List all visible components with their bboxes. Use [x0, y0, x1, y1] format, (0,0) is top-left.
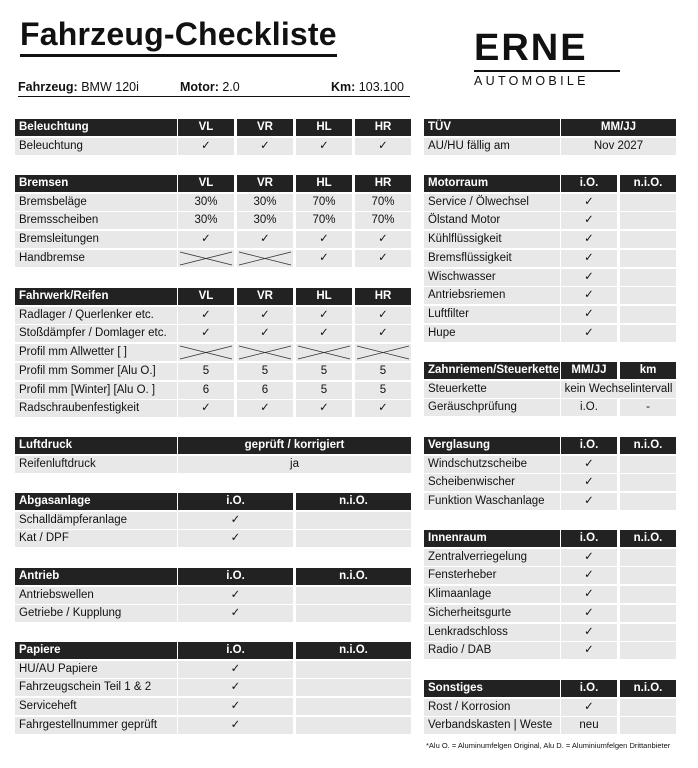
fahrwerk-cell-value: ✓ — [355, 325, 411, 342]
fahrwerk-section-title: Fahrwerk/Reifen — [15, 288, 177, 305]
innenraum-cell-value: ✓ — [561, 567, 617, 584]
motorraum-row-label: Service / Ölwechsel — [424, 194, 560, 212]
fahrwerk-cell-value: ✓ — [178, 325, 234, 342]
innenraum-cell-value: ✓ — [561, 605, 617, 622]
innenraum-row-label: Sicherheitsgurte — [424, 605, 560, 623]
motorraum-row-label: Luftfilter — [424, 306, 560, 324]
papiere-cell-value — [296, 679, 411, 696]
erne-logo — [474, 27, 622, 88]
innenraum-cell-value: ✓ — [561, 642, 617, 659]
beleuchtung-col-header: HL — [296, 119, 352, 136]
bremsen-cell-value: 70% — [296, 194, 352, 211]
bremsen-cell-na — [237, 250, 293, 267]
innenraum-cell-value — [620, 549, 676, 566]
motorraum-cell-value — [620, 231, 676, 248]
verglasung-row-label: Scheibenwischer — [424, 474, 560, 492]
verglasung-row-label: Windschutzscheibe — [424, 456, 560, 474]
beleuchtung-cell-value: ✓ — [178, 138, 234, 155]
verglasung-cell-value: ✓ — [561, 474, 617, 491]
abgas-row-label: Kat / DPF — [15, 530, 177, 548]
abgas-col-header: n.i.O. — [296, 493, 411, 510]
cross-out-icon — [178, 344, 234, 361]
papiere-col-header: n.i.O. — [296, 642, 411, 659]
papiere-col-header: i.O. — [178, 642, 293, 659]
motorraum-cell-value — [620, 269, 676, 286]
zahnriemen-section-title: Zahnriemen/Steuerkette — [424, 362, 560, 379]
luftdruck-col-header: geprüft / korrigiert — [178, 437, 411, 454]
fahrzeug-value: BMW 120i — [81, 80, 139, 94]
verglasung-col-header: n.i.O. — [620, 437, 676, 454]
beleuchtung-col-header: VL — [178, 119, 234, 136]
fahrwerk-cell-value: ✓ — [178, 307, 234, 324]
papiere-row-label: Serviceheft — [15, 698, 177, 716]
fahrwerk-col-header: VL — [178, 288, 234, 305]
beleuchtung-col-header: VR — [237, 119, 293, 136]
papiere-row-label: Fahrzeugschein Teil 1 & 2 — [15, 679, 177, 697]
luftdruck-cell-value: ja — [178, 456, 411, 473]
bremsen-row-label: Bremsscheiben — [15, 212, 177, 230]
fahrwerk-row-label: Profil mm [Winter] [Alu O. ] — [15, 382, 177, 400]
verglasung-row-label: Funktion Waschanlage — [424, 493, 560, 511]
motorraum-row-label: Wischwasser — [424, 269, 560, 287]
motorraum-cell-value — [620, 212, 676, 229]
motor-value: 2.0 — [222, 80, 240, 94]
abgas-cell-value — [296, 530, 411, 547]
innenraum-row-label: Radio / DAB — [424, 642, 560, 660]
antrieb-col-header: i.O. — [178, 568, 293, 585]
beleuchtung-section-title: Beleuchtung — [15, 119, 177, 136]
verglasung-cell-value — [620, 493, 676, 510]
abgas-section-title: Abgasanlage — [15, 493, 177, 510]
fahrwerk-cell-value: 6 — [237, 382, 293, 399]
tuev-row-label: AU/HU fällig am — [424, 138, 560, 156]
motorraum-cell-value — [620, 250, 676, 267]
logo-sub-text: AUTOMOBILE — [474, 70, 620, 88]
cross-out-icon — [178, 250, 234, 267]
motorraum-cell-value — [620, 194, 676, 211]
innenraum-row-label: Klimaanlage — [424, 586, 560, 604]
zahnriemen-col-header: km — [620, 362, 676, 379]
luftdruck-row-label: Reifenluftdruck — [15, 456, 177, 474]
innenraum-cell-value — [620, 586, 676, 603]
fahrwerk-cell-value: 5 — [178, 363, 234, 380]
papiere-section-title: Papiere — [15, 642, 177, 659]
bremsen-cell-value: 30% — [178, 194, 234, 211]
fahrwerk-cell-value: ✓ — [296, 325, 352, 342]
innenraum-cell-value: ✓ — [561, 624, 617, 641]
innenraum-cell-value — [620, 642, 676, 659]
beleuchtung-cell-value: ✓ — [296, 138, 352, 155]
innenraum-cell-value — [620, 567, 676, 584]
antrieb-cell-value: ✓ — [178, 605, 293, 622]
abgas-cell-value — [296, 512, 411, 529]
antrieb-col-header: n.i.O. — [296, 568, 411, 585]
tuev-col-header: MM/JJ — [561, 119, 676, 136]
bremsen-cell-value: 30% — [237, 212, 293, 229]
papiere-cell-value — [296, 698, 411, 715]
innenraum-row-label: Lenkradschloss — [424, 624, 560, 642]
papiere-cell-value: ✓ — [178, 679, 293, 696]
page-title: Fahrzeug-Checkliste — [20, 16, 337, 57]
bremsen-row-label: Bremsleitungen — [15, 231, 177, 249]
verglasung-cell-value: ✓ — [561, 456, 617, 473]
fahrwerk-cell-value: ✓ — [296, 400, 352, 417]
abgas-col-header: i.O. — [178, 493, 293, 510]
fahrzeug-label: Fahrzeug: — [18, 80, 78, 94]
sonstiges-row-label: Rost / Korrosion — [424, 699, 560, 717]
fahrwerk-col-header: HR — [355, 288, 411, 305]
motorraum-cell-value: ✓ — [561, 269, 617, 286]
verglasung-section-title: Verglasung — [424, 437, 560, 454]
sonstiges-cell-value — [620, 699, 676, 716]
luftdruck-section-title: Luftdruck — [15, 437, 177, 454]
antrieb-row-label: Antriebswellen — [15, 587, 177, 605]
innenraum-col-header: i.O. — [561, 530, 617, 547]
fahrwerk-cell-value: ✓ — [237, 400, 293, 417]
vehicle-info — [18, 78, 139, 96]
fahrwerk-cell-value: ✓ — [355, 307, 411, 324]
beleuchtung-cell-value: ✓ — [237, 138, 293, 155]
bremsen-col-header: VL — [178, 175, 234, 192]
bremsen-row-label: Handbremse — [15, 250, 177, 268]
motorraum-row-label: Kühlflüssigkeit — [424, 231, 560, 249]
km-label: Km: — [331, 80, 356, 94]
verglasung-cell-value — [620, 456, 676, 473]
bremsen-col-header: VR — [237, 175, 293, 192]
fahrwerk-cell-na — [355, 344, 411, 361]
fahrwerk-cell-value: ✓ — [237, 325, 293, 342]
antrieb-cell-value — [296, 587, 411, 604]
antrieb-cell-value: ✓ — [178, 587, 293, 604]
motorraum-cell-value — [620, 306, 676, 323]
motorraum-cell-value: ✓ — [561, 306, 617, 323]
vehicle-info-divider — [18, 96, 410, 97]
bremsen-cell-value: ✓ — [355, 250, 411, 267]
motorraum-row-label: Ölstand Motor — [424, 212, 560, 230]
fahrwerk-cell-na — [296, 344, 352, 361]
fahrwerk-cell-value: 5 — [296, 382, 352, 399]
verglasung-cell-value — [620, 474, 676, 491]
antrieb-section-title: Antrieb — [15, 568, 177, 585]
fahrwerk-row-label: Profil mm Allwetter [ ] — [15, 344, 177, 362]
fahrwerk-row-label: Stoßdämpfer / Domlager etc. — [15, 325, 177, 343]
zahnriemen-row-label: Steuerkette — [424, 381, 560, 399]
bremsen-cell-value: ✓ — [355, 231, 411, 248]
fahrwerk-cell-value: ✓ — [296, 307, 352, 324]
motor-label: Motor: — [180, 80, 219, 94]
motorraum-cell-value: ✓ — [561, 231, 617, 248]
km-info — [331, 78, 404, 96]
sonstiges-col-header: n.i.O. — [620, 680, 676, 697]
fahrwerk-row-label: Radschraubenfestigkeit — [15, 400, 177, 418]
innenraum-row-label: Zentralverriegelung — [424, 549, 560, 567]
motorraum-cell-value: ✓ — [561, 194, 617, 211]
innenraum-row-label: Fensterheber — [424, 567, 560, 585]
motorraum-col-header: n.i.O. — [620, 175, 676, 192]
bremsen-row-label: Bremsbeläge — [15, 194, 177, 212]
verglasung-cell-value: ✓ — [561, 493, 617, 510]
papiere-row-label: HU/AU Papiere — [15, 661, 177, 679]
zahnriemen-col-header: MM/JJ — [561, 362, 617, 379]
logo-main-text: ERNE — [474, 27, 588, 69]
motorraum-row-label: Hupe — [424, 325, 560, 343]
bremsen-cell-value: 30% — [237, 194, 293, 211]
papiere-cell-value — [296, 717, 411, 734]
sonstiges-section-title: Sonstiges — [424, 680, 560, 697]
cross-out-icon — [237, 250, 293, 267]
footnote: *Alu O. = Aluminumfelgen Original, Alu D. = Aluminiumfelgen Drittanbieter — [426, 741, 671, 750]
bremsen-cell-value: 30% — [178, 212, 234, 229]
innenraum-section-title: Innenraum — [424, 530, 560, 547]
fahrwerk-cell-value: 5 — [237, 363, 293, 380]
fahrwerk-cell-na — [237, 344, 293, 361]
motorraum-col-header: i.O. — [561, 175, 617, 192]
bremsen-col-header: HL — [296, 175, 352, 192]
bremsen-cell-value: 70% — [355, 212, 411, 229]
motorraum-row-label: Antriebsriemen — [424, 287, 560, 305]
bremsen-cell-value: 70% — [296, 212, 352, 229]
innenraum-cell-value: ✓ — [561, 549, 617, 566]
papiere-cell-value: ✓ — [178, 661, 293, 678]
fahrwerk-cell-value: ✓ — [355, 400, 411, 417]
abgas-cell-value: ✓ — [178, 512, 293, 529]
zahnriemen-cell-value: i.O. — [561, 399, 617, 416]
fahrwerk-cell-na — [178, 344, 234, 361]
bremsen-col-header: HR — [355, 175, 411, 192]
motorraum-section-title: Motorraum — [424, 175, 560, 192]
cross-out-icon — [237, 344, 293, 361]
motor-info — [180, 78, 240, 96]
papiere-cell-value: ✓ — [178, 698, 293, 715]
bremsen-cell-value: ✓ — [237, 231, 293, 248]
fahrwerk-cell-value: ✓ — [237, 307, 293, 324]
fahrwerk-cell-value: 5 — [355, 382, 411, 399]
beleuchtung-row-label: Beleuchtung — [15, 138, 177, 156]
motorraum-cell-value — [620, 287, 676, 304]
motorraum-cell-value: ✓ — [561, 325, 617, 342]
abgas-row-label: Schalldämpferanlage — [15, 512, 177, 530]
fahrwerk-cell-value: ✓ — [178, 400, 234, 417]
papiere-cell-value — [296, 661, 411, 678]
sonstiges-cell-value: neu — [561, 717, 617, 734]
fahrwerk-cell-value: 5 — [296, 363, 352, 380]
sonstiges-col-header: i.O. — [561, 680, 617, 697]
innenraum-col-header: n.i.O. — [620, 530, 676, 547]
sonstiges-cell-value — [620, 717, 676, 734]
innenraum-cell-value: ✓ — [561, 586, 617, 603]
beleuchtung-cell-value: ✓ — [355, 138, 411, 155]
bremsen-cell-value: ✓ — [296, 231, 352, 248]
papiere-row-label: Fahrgestellnummer geprüft — [15, 717, 177, 735]
motorraum-row-label: Bremsflüssigkeit — [424, 250, 560, 268]
cross-out-icon — [355, 344, 411, 361]
fahrwerk-row-label: Radlager / Querlenker etc. — [15, 307, 177, 325]
bremsen-cell-value: ✓ — [178, 231, 234, 248]
innenraum-cell-value — [620, 624, 676, 641]
zahnriemen-row-label: Geräuschprüfung — [424, 399, 560, 417]
tuev-cell-value: Nov 2027 — [561, 138, 676, 155]
beleuchtung-col-header: HR — [355, 119, 411, 136]
fahrwerk-col-header: VR — [237, 288, 293, 305]
antrieb-cell-value — [296, 605, 411, 622]
fahrwerk-col-header: HL — [296, 288, 352, 305]
zahnriemen-cell-value: - — [620, 399, 676, 416]
motorraum-cell-value: ✓ — [561, 212, 617, 229]
antrieb-row-label: Getriebe / Kupplung — [15, 605, 177, 623]
papiere-cell-value: ✓ — [178, 717, 293, 734]
zahnriemen-cell-value: kein Wechselintervall — [561, 381, 676, 398]
motorraum-cell-value — [620, 325, 676, 342]
fahrwerk-cell-value: 6 — [178, 382, 234, 399]
abgas-cell-value: ✓ — [178, 530, 293, 547]
km-value: 103.100 — [358, 80, 404, 94]
fahrwerk-cell-value: 5 — [355, 363, 411, 380]
motorraum-cell-value: ✓ — [561, 287, 617, 304]
fahrwerk-row-label: Profil mm Sommer [Alu O.] — [15, 363, 177, 381]
cross-out-icon — [296, 344, 352, 361]
verglasung-col-header: i.O. — [561, 437, 617, 454]
sonstiges-row-label: Verbandskasten | Weste — [424, 717, 560, 735]
bremsen-cell-na — [178, 250, 234, 267]
innenraum-cell-value — [620, 605, 676, 622]
bremsen-cell-value: ✓ — [296, 250, 352, 267]
tuev-section-title: TÜV — [424, 119, 560, 136]
bremsen-section-title: Bremsen — [15, 175, 177, 192]
bremsen-cell-value: 70% — [355, 194, 411, 211]
motorraum-cell-value: ✓ — [561, 250, 617, 267]
sonstiges-cell-value: ✓ — [561, 699, 617, 716]
